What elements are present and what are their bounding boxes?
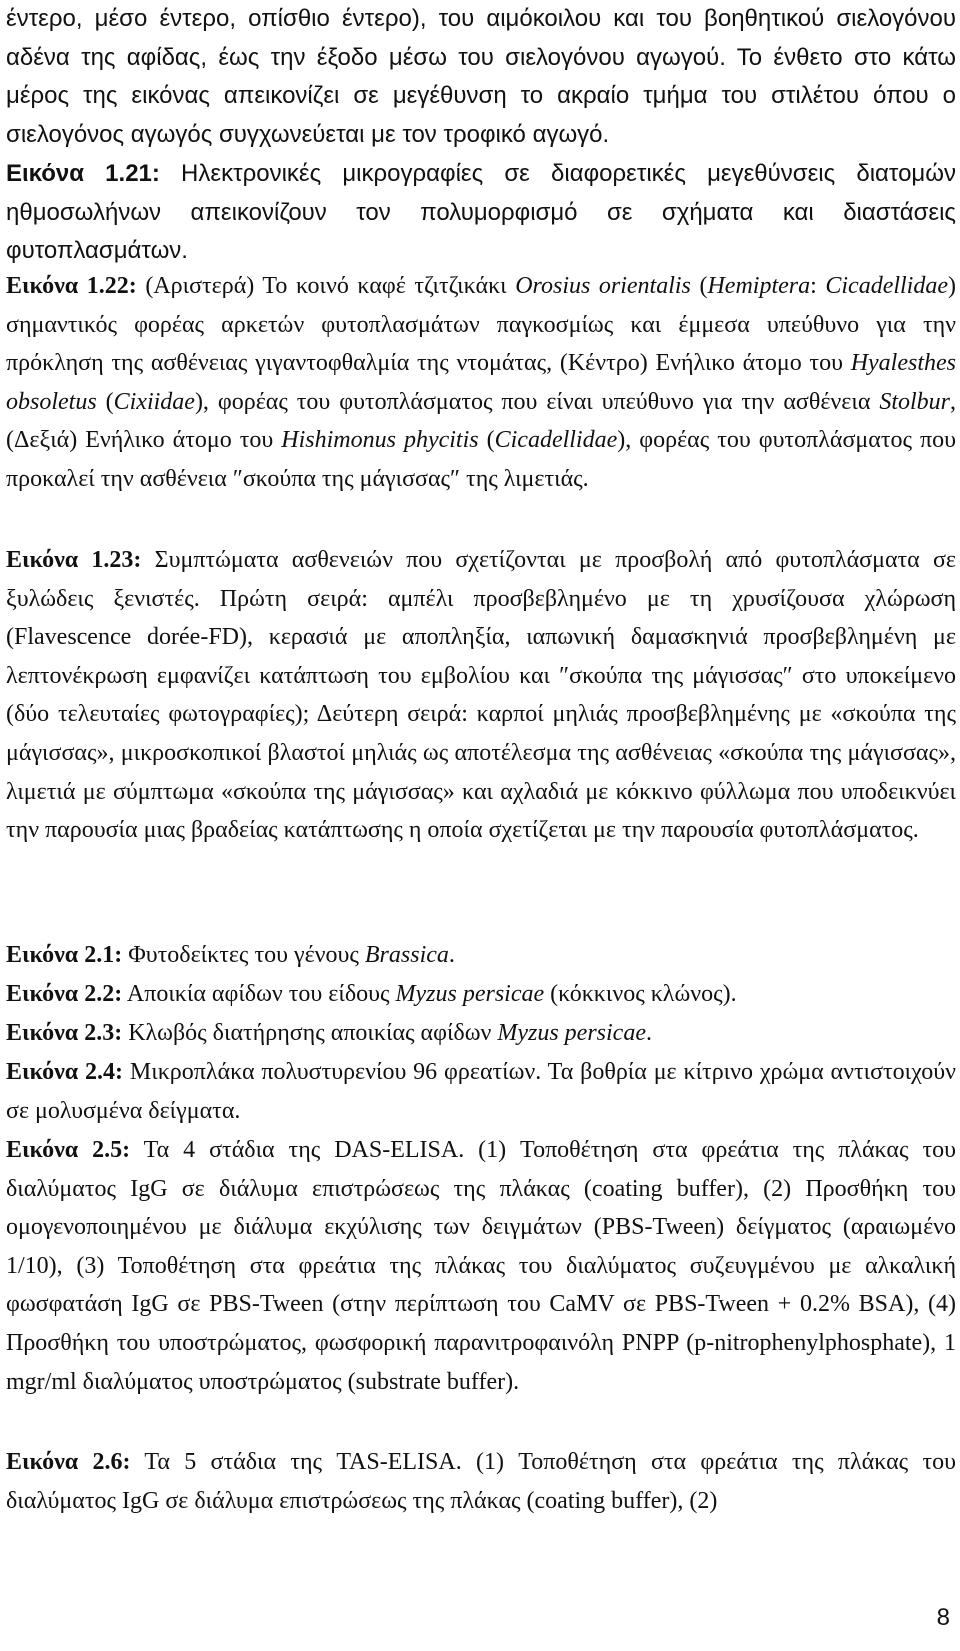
caption-figure-2-1 — [6, 936, 956, 975]
paragraph-intro-continuation — [6, 0, 956, 154]
italic-term: Stolbur — [879, 388, 951, 415]
caption-text: ), φορέας του φυτοπλάσματος που προκαλεί την ασθένεια ″σκούπα της μάγισσας″ της λιμετιάς. — [6, 427, 956, 492]
caption-text: Αποικία αφίδων του είδους — [122, 981, 396, 1007]
caption-text: Μικροπλάκα πολυστυρενίου 96 φρεατίων. Τα βοθρία με κίτρινο χρώμα αντιστοιχούν σε μολυσμένα δείγματα. — [6, 1059, 956, 1124]
caption-text: . — [448, 942, 455, 968]
italic-term: Hyalesthes obsoletus — [6, 350, 956, 415]
caption-figure-2-4 — [6, 1053, 956, 1130]
italic-term: Myzus persicae — [497, 1020, 646, 1046]
caption-text: Τα 4 στάδια της DAS-ELISA. (1) Τοποθέτηση στα φρεάτια της πλάκας του διαλύματος IgG σε διάλυμα επιστρώσεως της πλάκας (coating buffer), (2) Προσθήκη του ομογενοποιημένου με διάλυμα εκχύλισης των δειγμάτων (PBS-Tween) δείγματος (αραιωμένο 1/10), (3) Τοποθέτηση στα φρεάτια της πλάκας του διαλύματος συζευγμένου με αλκαλική φωσφατάση IgG σε PBS-Tween (στην περίπτωση του CaMV σε PBS-Tween + 0.2% BSA), (4) Προσθήκη του υποστρώματος, φωσφορική παρανιτροφαινόλη PNPP (p-nitrophenylphosphate), 1 mgr/ml διαλύματος υποστρώματος (substrate buffer). — [6, 1137, 956, 1395]
page-number: 8 — [936, 1604, 950, 1631]
italic-term: Myzus persicae — [395, 981, 545, 1007]
italic-term: Cicadellidae — [825, 273, 948, 299]
italic-term: Cicadellidae — [494, 427, 618, 454]
caption-text: (κόκκινος κλώνος). — [544, 981, 737, 1007]
caption-figure-2-2 — [6, 975, 956, 1014]
caption-figure-2-6 — [6, 1443, 956, 1520]
figure-label: Εικόνα 2.5: — [6, 1137, 131, 1163]
figure-label: Εικόνα 1.22: — [6, 273, 137, 299]
caption-text: : — [810, 273, 826, 299]
figure-label: Εικόνα 2.6: — [6, 1449, 131, 1475]
caption-figure-1-22 — [6, 267, 956, 499]
figure-label: Εικόνα 2.2: — [6, 981, 123, 1007]
caption-text: Κλωβός διατήρησης αποικίας αφίδων — [122, 1020, 498, 1046]
figure-label: Εικόνα 1.21: — [6, 160, 160, 187]
caption-text: Φυτοδείκτες του γένους — [122, 942, 365, 968]
italic-term: Brassica — [364, 942, 449, 968]
figure-label: Εικόνα 2.4: — [6, 1059, 124, 1085]
caption-figure-2-5 — [6, 1131, 956, 1401]
caption-text: Τα 5 στάδια της TAS-ELISA. (1) Τοποθέτηση στα φρεάτια της πλάκας του διαλύματος IgG σε διάλυμα επιστρώσεως της πλάκας (coating buffer), (2) — [6, 1449, 956, 1514]
caption-text: ( — [96, 388, 114, 415]
figure-label: Εικόνα 2.1: — [6, 942, 123, 968]
caption-text: ( — [690, 273, 708, 299]
caption-text: ) σημαντικός φορέας αρκετών φυτοπλασμάτων παγκοσμίως και έμμεσα υπεύθυνο για την πρόκληση της ασθένειας γιγαντοφθαλμία της ντομάτας, (Κέντρο) Ενήλικο άτομο του — [6, 273, 956, 377]
caption-text: έντερο, μέσο έντερο, οπίσθιο έντερο), του αιμόκοιλου και του βοηθητικού σιελογόνου αδένα της αφίδας, έως την έξοδο μέσω του σιελογόνου αγωγού. Το ένθετο στο κάτω μέρος της εικόνας απεικονίζει σε μεγέθυνση το ακραίο τμήμα του στιλέτου όπου ο σιελογόνος αγωγός συγχωνεύεται με τον τροφικό αγωγό. — [6, 5, 956, 148]
caption-figure-2-3 — [6, 1014, 956, 1053]
caption-text: (Αριστερά) Το κοινό καφέ τζιτζικάκι — [136, 273, 516, 299]
figure-label: Εικόνα 1.23: — [6, 547, 142, 573]
figure-label: Εικόνα 2.3: — [6, 1020, 123, 1046]
caption-text: . — [646, 1020, 652, 1046]
caption-text: Συμπτώματα ασθενειών που σχετίζονται με προσβολή από φυτοπλάσματα σε ξυλώδεις ξενιστές. Πρώτη σειρά: αμπέλι προσβεβλημένο με τη χρυσίζουσα χλώρωση (Flavescence dorée-FD), κερασιά με αποπληξία, ιαπωνική δαμασκηνιά προσβεβλημένη με λεπτονέκρωση εμφανίζει κατάπτωση του εμβολίου και ″σκούπα της μάγισσας″ στο υποκείμενο (δύο τελευταίες φωτογραφίες); Δεύτερη σειρά: καρποί μηλιάς προσβεβλημένης με «σκούπα της μάγισσας», μικροσκοπικοί βλαστοί μηλιάς ως αποτέλεσμα της ασθένειας «σκούπα της μάγισσας», λιμετιά με σύμπτωμα «σκούπα της μάγισσας» και αχλαδιά με κόκκινο φύλλωμα που υποδεικνύει την παρουσία μιας βραδείας κατάπτωσης η οποία σχετίζεται με την παρουσία φυτοπλάσματος. — [6, 547, 956, 844]
caption-figure-1-23 — [6, 541, 956, 850]
italic-term: Cixiidae — [113, 388, 195, 415]
caption-text: ), φορέας του φυτοπλάσματος που είναι υπεύθυνο για την ασθένεια — [194, 388, 880, 415]
caption-text: ( — [478, 427, 495, 454]
caption-text: Ηλεκτρονικές μικρογραφίες σε διαφορετικές μεγεθύνσεις διατομών ηθμοσωλήνων απεικονίζουν τον πολυμορφισμό σε σχήματα και διαστάσεις φυτοπλασμάτων. — [6, 160, 956, 265]
italic-term: Hishimonus phycitis — [281, 427, 479, 454]
caption-figure-1-21 — [6, 155, 956, 271]
italic-term: Orosius orientalis — [515, 273, 691, 299]
italic-term: Hemiptera — [707, 273, 811, 299]
caption-text: , (Δεξιά) Ενήλικο άτομο του — [6, 388, 957, 454]
